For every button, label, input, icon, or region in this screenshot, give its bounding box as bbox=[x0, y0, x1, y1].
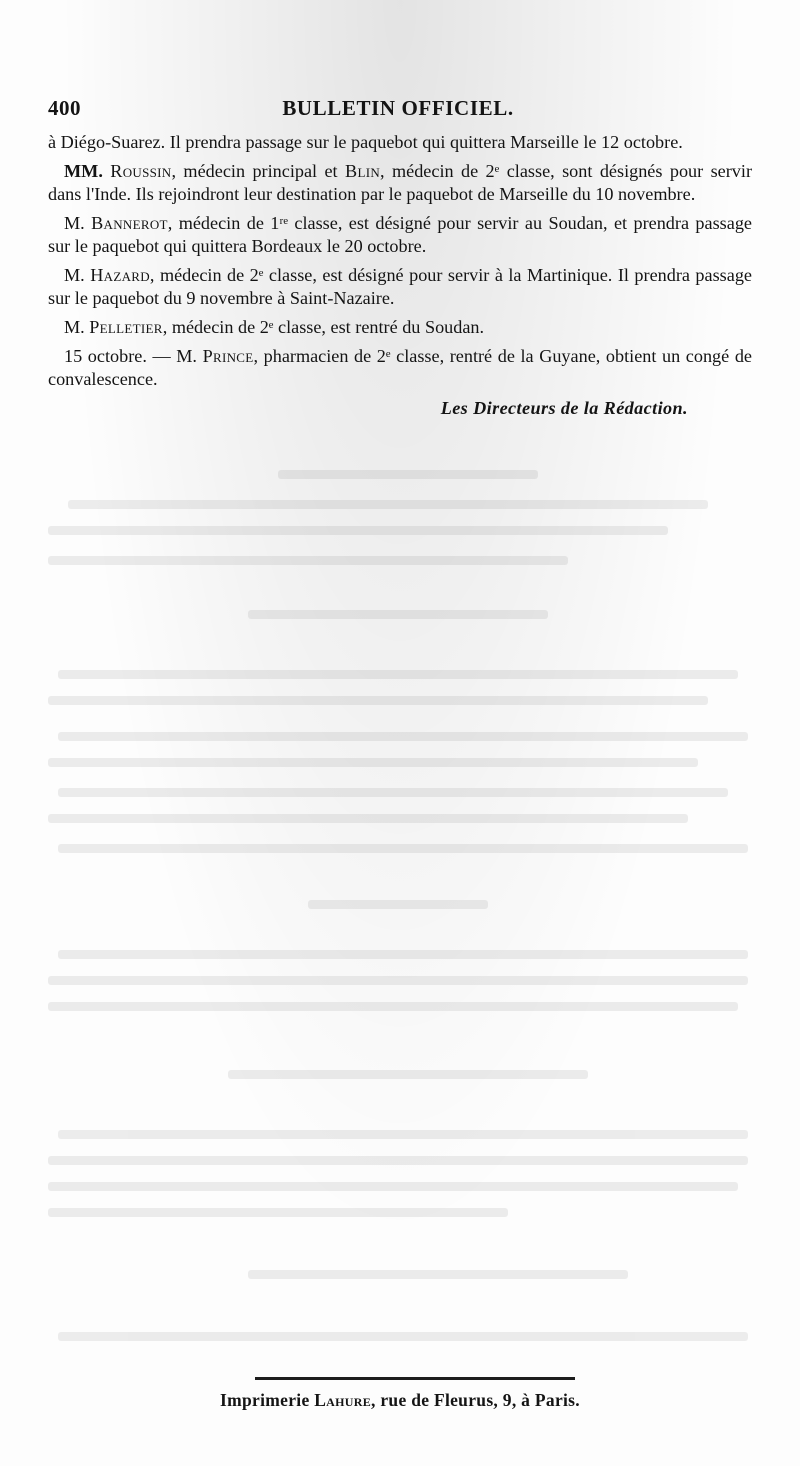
imprint-suffix: , rue de Fleurus, 9, à Paris. bbox=[371, 1390, 580, 1410]
article-body bbox=[48, 131, 752, 420]
page-header bbox=[48, 96, 748, 124]
imprint-prefix: Imprimerie bbox=[220, 1390, 315, 1410]
page-number: 400 bbox=[48, 96, 81, 120]
footer-rule bbox=[255, 1377, 575, 1380]
person-name-blin: Blin bbox=[345, 161, 381, 181]
paragraph-6-lead: 15 octobre. — M. bbox=[64, 346, 203, 366]
paragraph-2-lead: MM. bbox=[64, 161, 111, 181]
paragraph-5-lead: M. bbox=[64, 317, 90, 337]
paragraph-2-text2: , médecin de 2ᵉ classe, sont désignés pour servir dans l'Inde. Ils rejoindront leur destination par le paquebot de Marseille du 10 novembre. bbox=[48, 161, 753, 204]
paragraph-4 bbox=[48, 264, 752, 310]
paragraph-4-text: , médecin de 2ᵉ classe, est désigné pour servir à la Martinique. Il prendra passage sur le paquebot du 9 novembre à Saint-Nazaire. bbox=[48, 265, 752, 308]
paragraph-2 bbox=[48, 160, 752, 206]
paragraph-5 bbox=[48, 316, 752, 339]
printer-imprint bbox=[0, 1390, 800, 1411]
person-name-pelletier: Pelletier bbox=[89, 317, 163, 337]
paragraph-6-text: , pharmacien de 2ᵉ classe, rentré de la Guyane, obtient un congé de convalescence. bbox=[48, 346, 752, 389]
paragraph-4-lead: M. bbox=[64, 265, 91, 285]
paragraph-3-lead: M. bbox=[64, 213, 92, 233]
person-name-hazard: Hazard bbox=[90, 265, 150, 285]
paragraph-1 bbox=[48, 131, 752, 154]
paragraph-6 bbox=[48, 345, 752, 391]
paragraph-2-text: , médecin principal et bbox=[171, 161, 346, 181]
paragraph-5-text: , médecin de 2ᵉ classe, est rentré du Soudan. bbox=[162, 317, 485, 337]
printer-name: Lahure bbox=[314, 1390, 371, 1410]
running-title: BULLETIN OFFICIEL. bbox=[282, 96, 514, 120]
person-name-prince: Prince bbox=[202, 346, 254, 366]
person-name-roussin: Roussin bbox=[110, 161, 172, 181]
person-name-bannerot: Bannerot bbox=[91, 213, 168, 233]
paragraph-3-text: , médecin de 1ʳᵉ classe, est désigné pour servir au Soudan, et prendra passage sur le paquebot qui quittera Bordeaux le 20 octobre. bbox=[48, 213, 752, 256]
paragraph-1-text: à Diégo-Suarez. Il prendra passage sur le paquebot qui quittera Marseille le 12 octobre. bbox=[48, 132, 683, 152]
paragraph-3 bbox=[48, 212, 752, 258]
signature: Les Directeurs de la Rédaction. bbox=[440, 398, 688, 418]
bleed-through-text bbox=[48, 470, 758, 1370]
